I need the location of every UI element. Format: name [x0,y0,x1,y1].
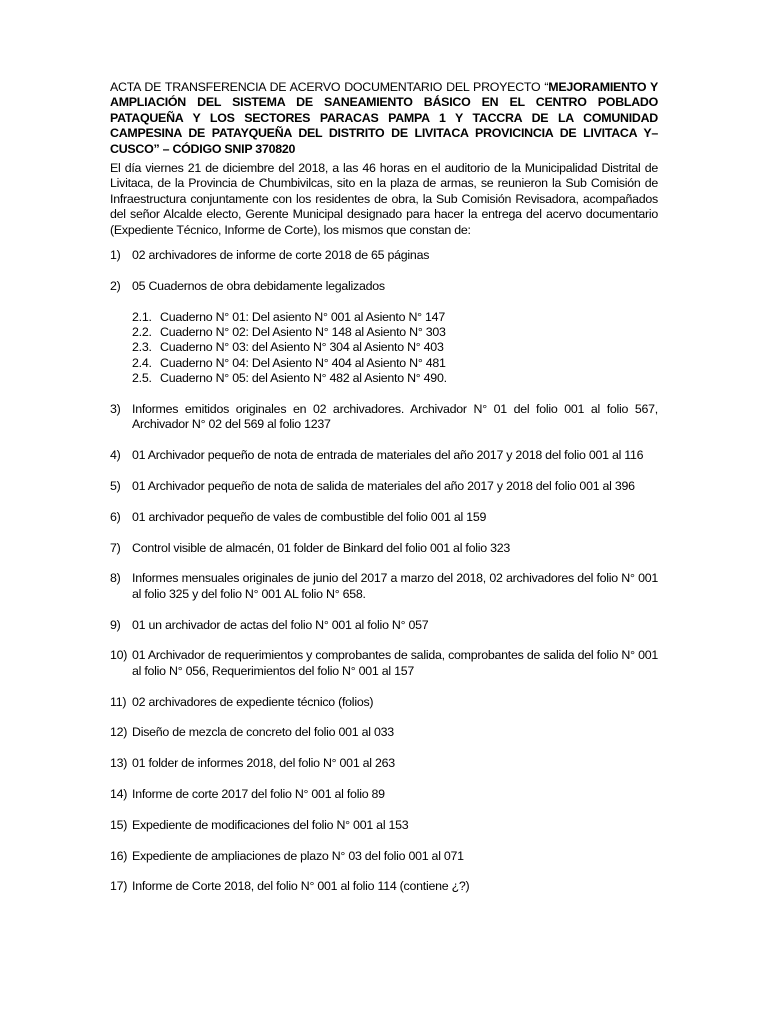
list-item-number: 10) [110,648,128,663]
list-item-text: 01 Archivador pequeño de nota de salida de materiales del año 2017 y 2018 del folio 001 al 396 [132,479,635,494]
list-item [110,510,658,525]
list-item-number: 12) [110,725,128,740]
list-item [110,402,658,433]
sublist-item-number: 2.2. [132,325,152,340]
sublist-item [132,310,658,325]
list-item-number: 1) [110,248,121,263]
list-item [110,818,658,833]
sublist-item-number: 2.4. [132,355,152,370]
list-item-text: 01 folder de informes 2018, del folio N° 001 al 263 [132,756,395,771]
sublist-item-text: Cuaderno N° 02: Del Asiento N° 148 al Asiento N° 303 [160,325,446,340]
list-item-text: Informes mensuales originales de junio del 2017 a marzo del 2018, 02 archivadores del folio N° 001 al folio 325 y del folio N° 001 AL folio N° 658. [132,571,658,601]
list-item-text: 02 archivadores de expediente técnico (folios) [132,694,374,709]
list-item [110,648,658,679]
list-item [110,541,658,556]
list-item [110,787,658,802]
list-item [110,756,658,771]
list-item-number: 17) [110,879,128,894]
list-item [110,571,658,602]
intro-paragraph: El día viernes 21 de diciembre del 2018, a las 46 horas en el auditorio de la Municipalidad Distrital de Livitaca, de la Provincia de Chumbivilcas, sito en la plaza de armas, se reunieron la Sub Comisión de Infraestructura conjuntamente con los residentes de obra, la Sub Comisión Revisadora, acompañados del señor Alcalde electo, Gerente Municipal designado para hacer la entrega del acervo documentario (Expediente Técnico, Informe de Corte), los mismos que constan de: [110,161,658,237]
document-title [110,80,658,157]
list-item-number: 7) [110,540,121,555]
sublist-item-text: Cuaderno N° 04: Del Asiento N° 404 al Asiento N° 481 [160,355,446,370]
list-item-number: 8) [110,571,121,586]
list-item-number: 4) [110,448,121,463]
sublist-item [132,325,658,340]
list-item-text: Control visible de almacén, 01 folder de Binkard del folio 001 al folio 323 [132,540,510,555]
list-item-text: 01 Archivador de requerimientos y comprobantes de salida, comprobantes de salida del folio N° 001 al folio N° 056, Requerimientos del folio N° 001 al 157 [132,648,658,678]
list-item-number: 16) [110,848,128,863]
list-item-number: 5) [110,479,121,494]
list-item-text: 01 Archivador pequeño de nota de entrada de materiales del año 2017 y 2018 del folio 001 al 116 [132,448,644,463]
list-item-number: 6) [110,509,121,524]
sublist-item [132,371,658,386]
list-item-number: 13) [110,756,128,771]
sublist-item [132,340,658,355]
document-page [110,80,658,910]
sublist-item-text: Cuaderno N° 05: del Asiento N° 482 al Asiento N° 490. [160,371,447,386]
document-list [110,248,658,895]
list-item-number: 2) [110,278,121,293]
list-item-number: 11) [110,694,127,709]
list-item [110,879,658,894]
sublist-item-text: Cuaderno N° 01: Del asiento N° 001 al Asiento N° 147 [160,309,445,324]
list-item [110,448,658,463]
list-item-text: 02 archivadores de informe de corte 2018 de 65 páginas [132,248,430,263]
sublist-item-number: 2.1. [132,309,152,324]
sublist-item [132,356,658,371]
list-item-number: 15) [110,817,128,832]
list-item-number: 14) [110,787,128,802]
list-item-number: 9) [110,617,121,632]
list-item-text: 05 Cuadernos de obra debidamente legalizados [132,278,385,293]
list-item-text: 01 un archivador de actas del folio N° 001 al folio N° 057 [132,617,429,632]
list-item [110,279,658,387]
list-item [110,248,658,263]
list-item-text: 01 archivador pequeño de vales de combustible del folio 001 al 159 [132,509,487,524]
sublist-item-number: 2.3. [132,340,152,355]
list-item-text: Expediente de modificaciones del folio N° 001 al 153 [132,817,409,832]
list-item-text: Informes emitidos originales en 02 archivadores. Archivador N° 01 del folio 001 al folio 567, Archivador N° 02 del 569 al folio 1237 [132,402,658,432]
sublist-cuadernos [132,310,658,387]
list-item-text: Expediente de ampliaciones de plazo N° 03 del folio 001 al 071 [132,848,464,863]
list-item-text: Diseño de mezcla de concreto del folio 001 al 033 [132,725,394,740]
list-item [110,695,658,710]
list-item [110,849,658,864]
title-project-name: MEJORAMIENTO Y AMPLIACIÓN DEL SISTEMA DE SANEAMIENTO BÁSICO EN EL CENTRO POBLADO PATAQUEÑA Y LOS SECTORES PARACAS PAMPA 1 Y TACCRA DE LA COMUNIDAD CAMPESINA DE PATAYQUEÑA DEL DISTRITO DE LIVITACA PROVICINCIA DE LIVITACA Y–CUSCO” – CÓDIGO SNIP 370820 [110,80,659,156]
list-item [110,479,658,494]
sublist-item-number: 2.5. [132,371,152,386]
list-item-number: 3) [110,402,121,417]
list-item-text: Informe de corte 2017 del folio N° 001 al folio 89 [132,787,385,802]
list-item [110,725,658,740]
list-item-text: Informe de Corte 2018, del folio N° 001 al folio 114 (contiene ¿?) [132,879,470,894]
title-prefix: ACTA DE TRANSFERENCIA DE ACERVO DOCUMENTARIO DEL PROYECTO “ [110,80,549,94]
sublist-item-text: Cuaderno N° 03: del Asiento N° 304 al Asiento N° 403 [160,340,444,355]
list-item [110,618,658,633]
